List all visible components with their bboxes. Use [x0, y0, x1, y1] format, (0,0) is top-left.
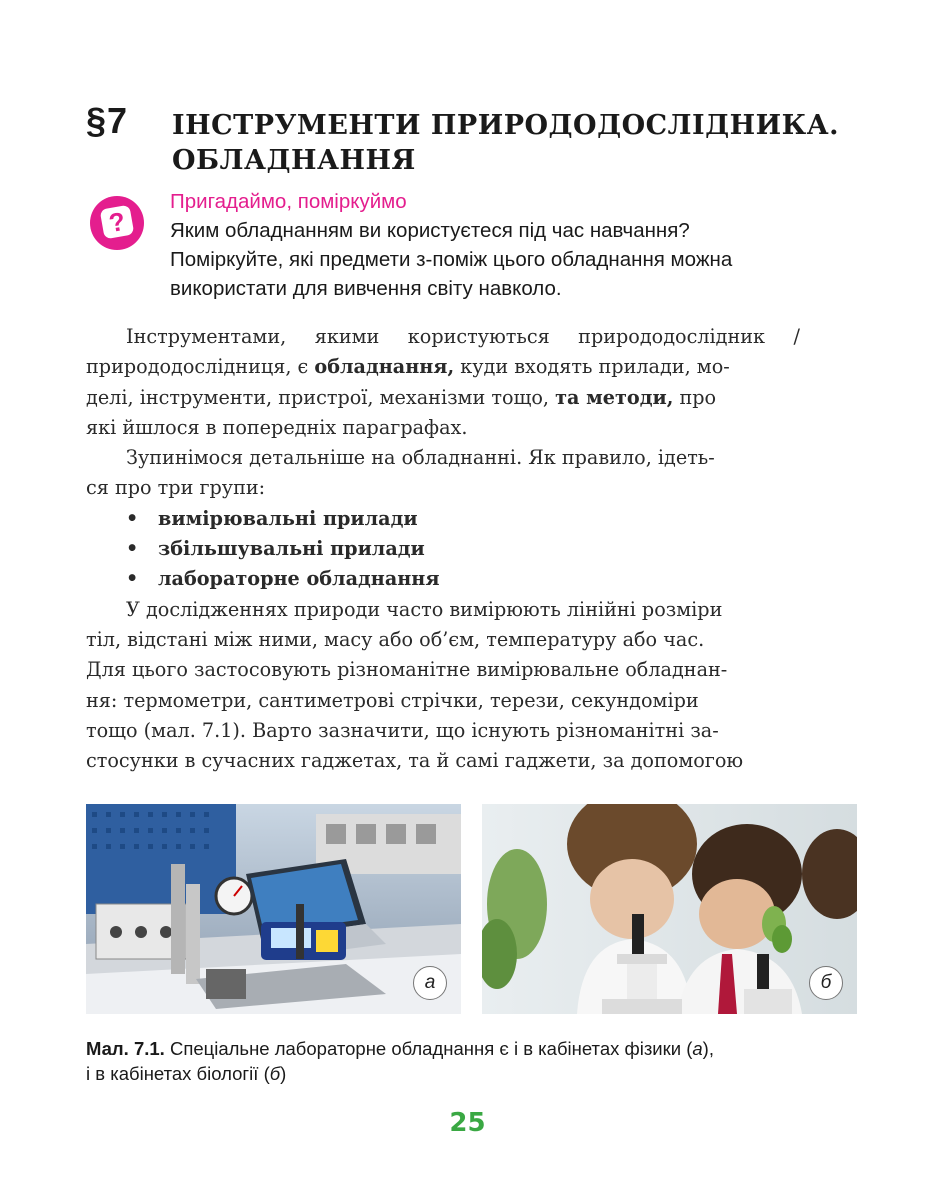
text-line: ся про три групи:	[86, 476, 266, 500]
recall-line: Поміркуйте, які предмети з-поміж цього обладнання можна	[170, 248, 733, 271]
figure-label-b: б	[809, 966, 843, 1000]
section-number: §7	[86, 100, 129, 141]
page-number: 25	[449, 1108, 486, 1138]
section-title	[172, 108, 852, 178]
text-line: Для цього застосовують різноманітне вимірювальне обладнан-	[86, 658, 728, 682]
caption-number: Мал. 7.1.	[86, 1038, 165, 1059]
section-title-line1: ІНСТРУМЕНТИ ПРИРОДОДОСЛІДНИКА.	[172, 110, 840, 141]
figure-caption: Мал. 7.1. Спеціальне лабораторне обладнання є і в кабінетах фізики (а), і в кабінетах біології (б)	[86, 1038, 714, 1084]
figure-label-a: а	[413, 966, 447, 1000]
list-item: • збільшувальні прилади	[126, 537, 425, 561]
text-line: Інструментами, якими користуються природодослідник /	[126, 325, 800, 348]
text-line: тіл, відстані між ними, масу або об’єм, температуру або час.	[86, 627, 705, 651]
text-line: стосунки в сучасних гаджетах, та й самі гаджети, за допомогою	[86, 749, 744, 773]
list-item: • вимірювальні прилади	[126, 506, 418, 530]
section-title-line2: ОБЛАДНАННЯ	[172, 145, 416, 176]
figure-biology-lab-photo	[482, 804, 857, 1014]
recall-box	[170, 187, 830, 303]
text-line: природодослідниця, є обладнання, куди входять прилади, мо-	[86, 355, 730, 379]
text-line: які йшлося в попередніх параграфах.	[86, 415, 468, 439]
question-mark-icon: ?	[90, 196, 144, 250]
text-line: Зупинімося детальніше на обладнанні. Як правило, ідеть-	[126, 446, 715, 470]
list-item: • лабораторне обладнання	[126, 567, 440, 591]
recall-line: використати для вивчення світу навколо.	[170, 277, 562, 300]
term-methods: та методи,	[555, 385, 674, 409]
term-equipment: обладнання,	[314, 355, 455, 379]
recall-title: Пригадаймо, поміркуймо	[170, 190, 407, 213]
text-line: тощо (мал. 7.1). Варто зазначити, що існують різноманітні за-	[86, 718, 719, 742]
text-line: делі, інструменти, пристрої, механізми тощо, та методи, про	[86, 385, 717, 409]
recall-line: Яким обладнанням ви користуєтеся під час навчання?	[170, 219, 690, 242]
text-line: ня: термометри, сантиметрові стрічки, терези, секундоміри	[86, 688, 699, 712]
body-text	[86, 322, 800, 776]
figure-physics-lab-photo	[86, 804, 461, 1014]
text-line: У дослідженнях природи часто вимірюють лінійні розміри	[126, 597, 723, 621]
